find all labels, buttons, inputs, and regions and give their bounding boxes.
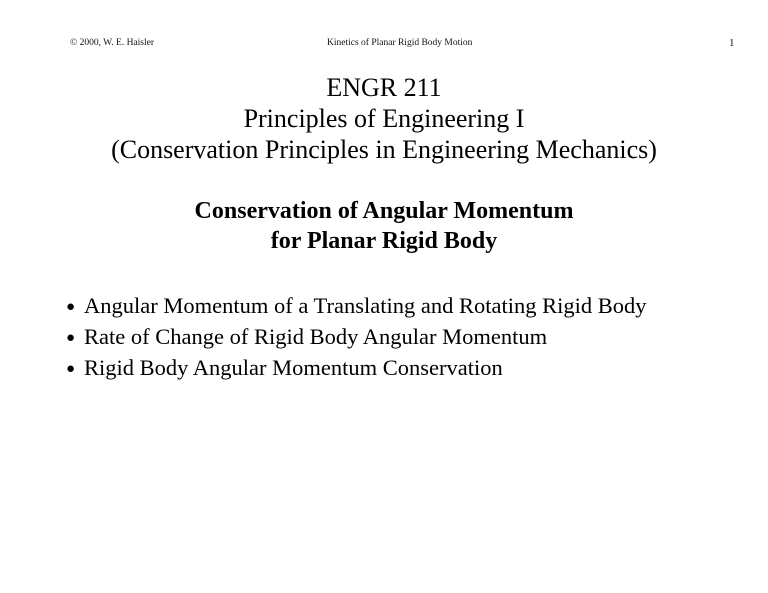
list-item-text: Rigid Body Angular Momentum Conservation	[84, 355, 503, 380]
running-title: Kinetics of Planar Rigid Body Motion	[327, 38, 473, 48]
lecture-title-line-2: for Planar Rigid Body	[270, 228, 498, 254]
page-number: 1	[729, 37, 735, 49]
course-code: ENGR 211	[326, 73, 442, 102]
list-item	[66, 354, 646, 385]
bullet-icon: ●	[66, 299, 76, 315]
list-item	[66, 292, 646, 323]
list-item-text: Rate of Change of Rigid Body Angular Momentum	[84, 324, 548, 349]
list-item	[66, 323, 646, 354]
course-title	[0, 72, 768, 165]
course-description: (Conservation Principles in Engineering Mechanics)	[111, 135, 657, 164]
list-item-text: Angular Momentum of a Translating and Rotating Rigid Body	[84, 293, 647, 318]
copyright-notice: © 2000, W. E. Haisler	[70, 38, 155, 48]
lecture-title	[0, 196, 768, 256]
bullet-icon: ●	[66, 330, 76, 346]
lecture-title-line-1: Conservation of Angular Momentum	[194, 198, 574, 224]
page-header	[0, 36, 768, 50]
bullet-icon: ●	[66, 361, 76, 377]
topic-list	[66, 292, 646, 385]
course-name: Principles of Engineering I	[243, 104, 525, 133]
